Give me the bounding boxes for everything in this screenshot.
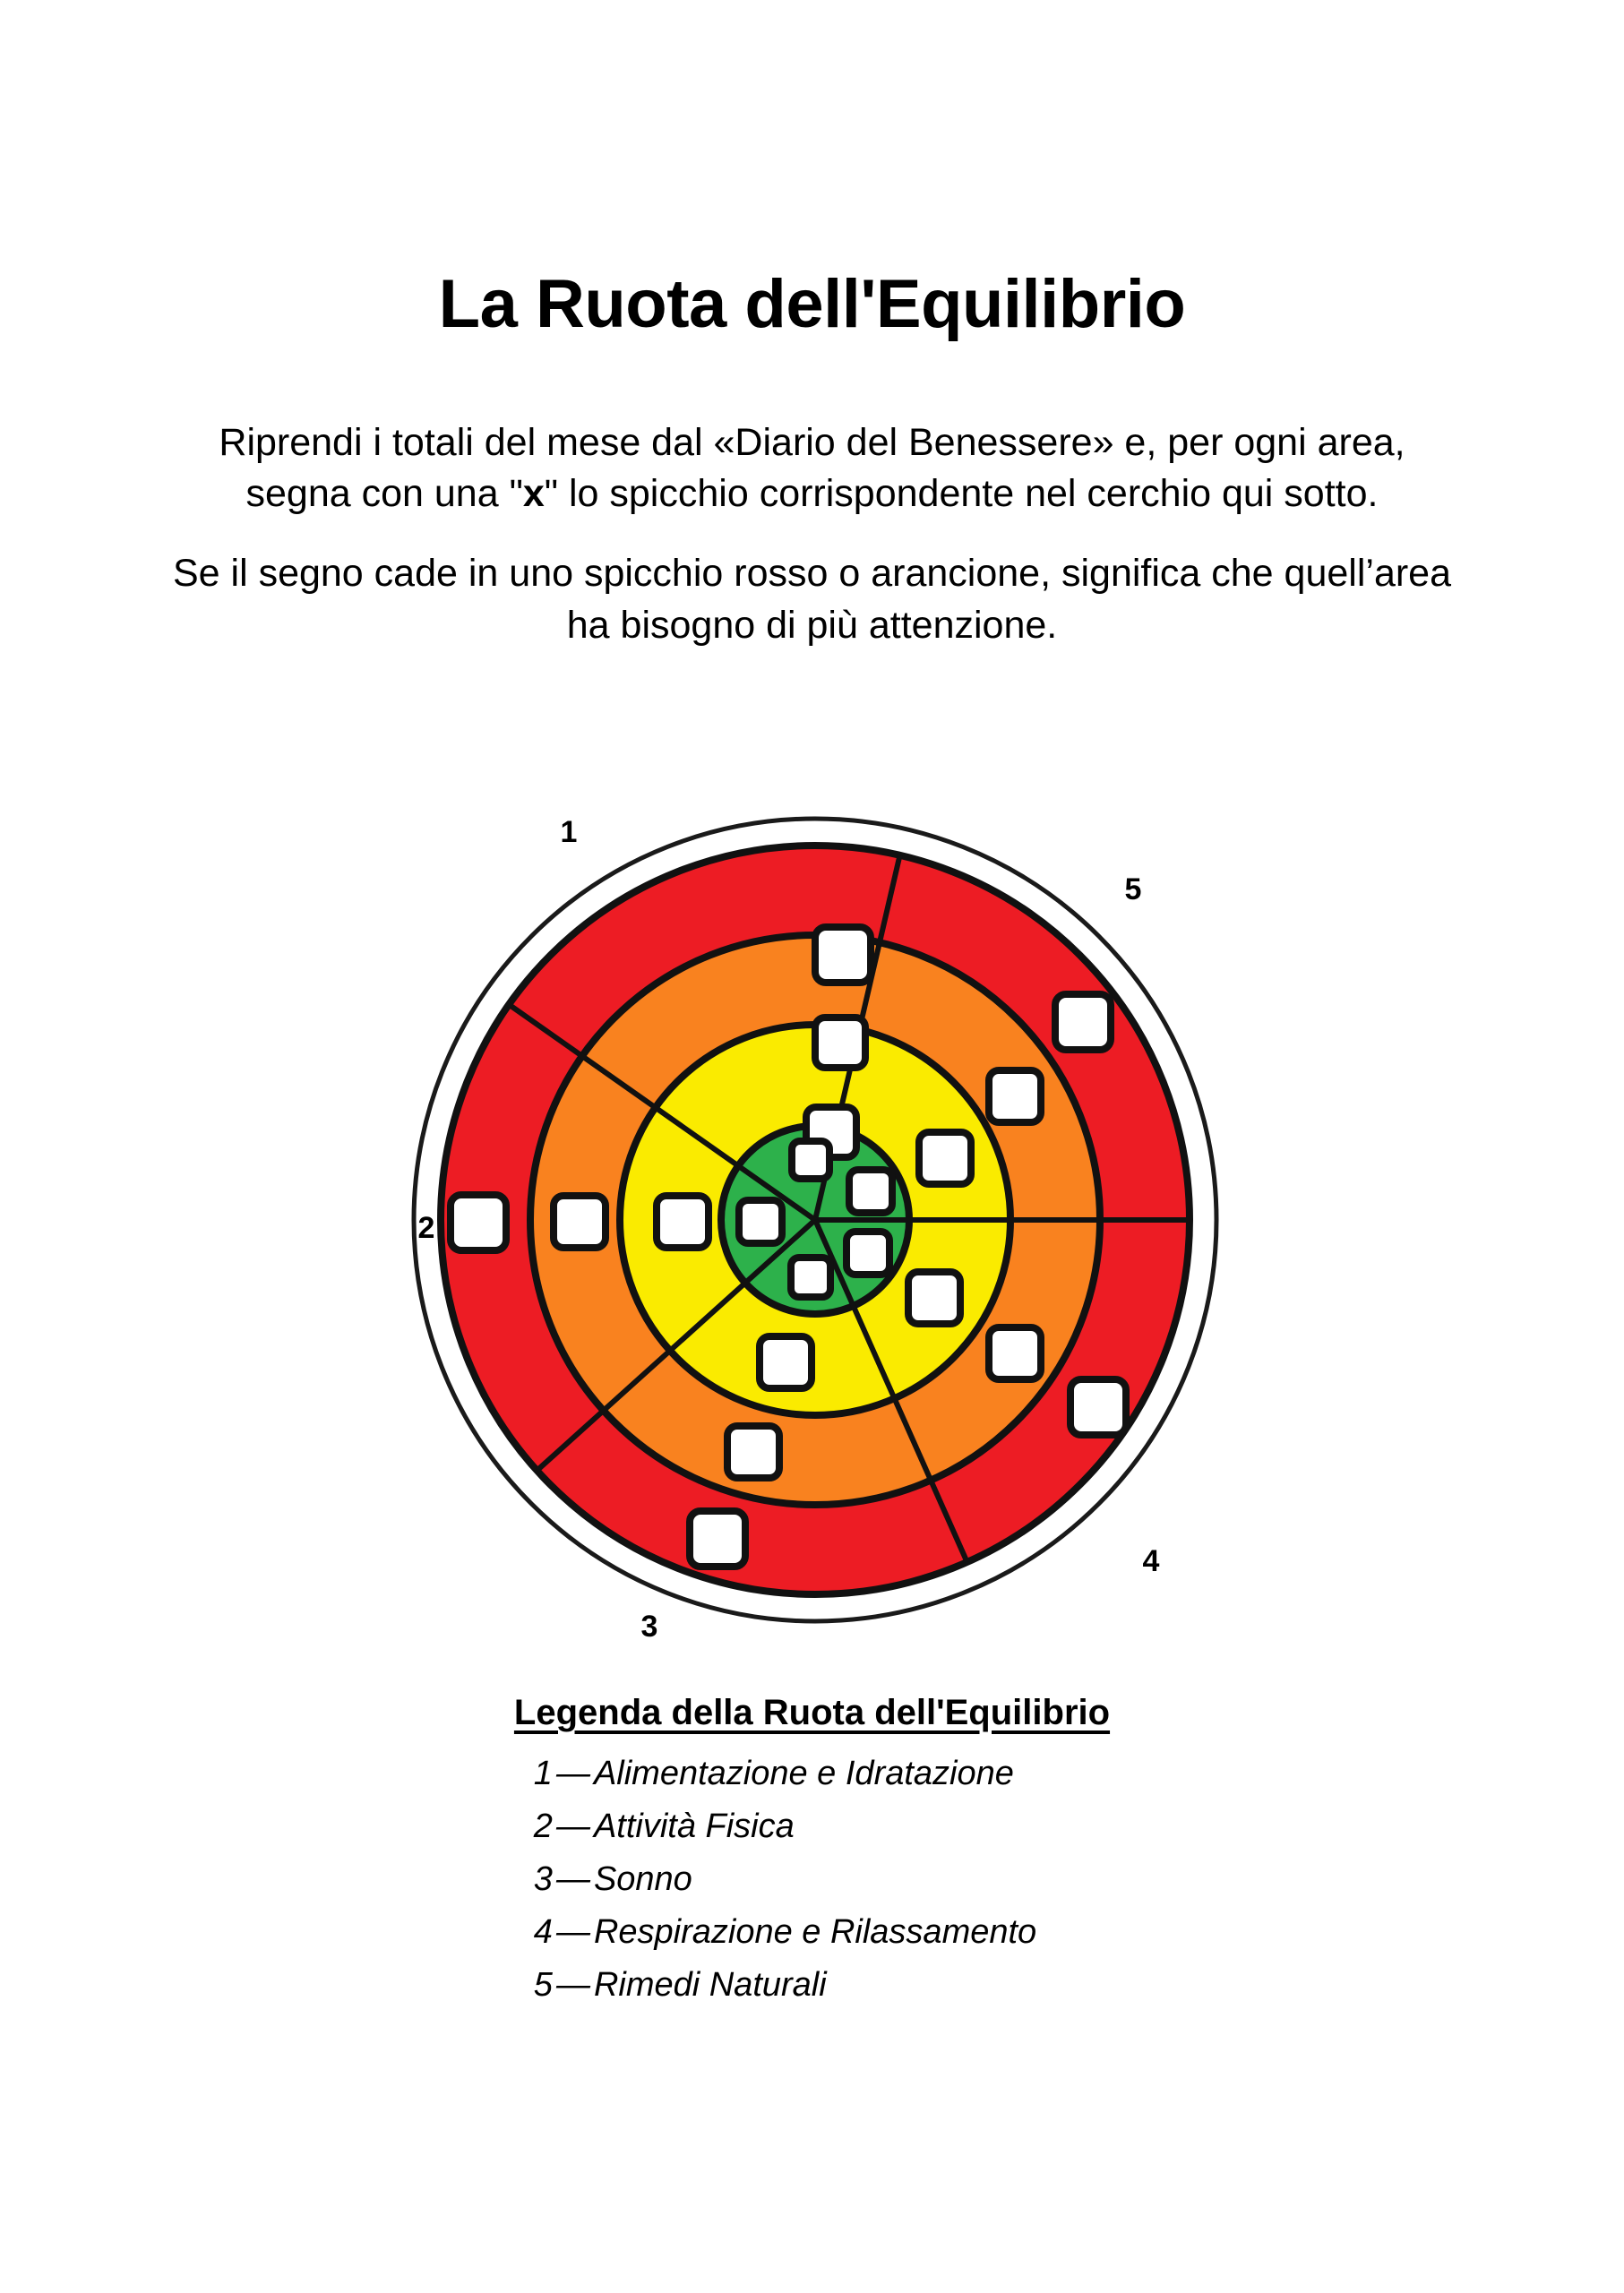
checkbox-sector1-orange[interactable] [815, 1018, 865, 1068]
intro-paragraph-1-pre: Riprendi i totali del mese dal «Diario del Benessere» e, per ogni area, segna con una " [219, 421, 1405, 516]
wheel-label-4: 4 [1142, 1544, 1160, 1578]
checkbox-sector5-red[interactable] [1055, 994, 1111, 1050]
checkbox-sector4-red[interactable] [1070, 1379, 1126, 1435]
legend-item-number: 2 [533, 1808, 553, 1845]
legend-item-dash: — [555, 1913, 590, 1951]
checkbox-sector4-green[interactable] [846, 1232, 889, 1275]
legend-item-number: 3 [533, 1860, 553, 1898]
checkbox-sector1-green[interactable] [792, 1141, 829, 1179]
checkbox-sector5-yellow[interactable] [919, 1132, 971, 1184]
legend-item-dash: — [555, 1966, 590, 2004]
balance-wheel-diagram [394, 799, 1236, 1641]
intro-paragraph-2: Se il segno cade in uno spicchio rosso o arancione, significa che quell’area ha bisogno di più attenzione. [172, 552, 1452, 647]
checkbox-sector3-yellow[interactable] [760, 1336, 812, 1388]
checkbox-sector3-red[interactable] [690, 1511, 745, 1567]
legend-item-label: Sonno [593, 1860, 692, 1898]
page-title: La Ruota dell'Equilibrio [438, 266, 1186, 342]
balance-wheel-svg [394, 799, 1236, 1641]
legend-item [534, 1756, 1036, 1809]
legend-item [534, 1968, 1036, 2021]
legend-list [534, 1756, 1036, 2021]
legend-item-number: 4 [533, 1913, 553, 1951]
legend-item [534, 1862, 1036, 1915]
checkbox-sector2-yellow[interactable] [657, 1196, 709, 1248]
legend-section [0, 1693, 1624, 2021]
legend-item-label: Respirazione e Rilassamento [593, 1913, 1037, 1951]
checkbox-sector5-green[interactable] [849, 1170, 892, 1213]
checkbox-sector2-red[interactable] [451, 1195, 506, 1250]
legend-item-label: Rimedi Naturali [593, 1966, 827, 2004]
legend-item-dash: — [555, 1755, 590, 1792]
wheel-label-2: 2 [417, 1211, 435, 1245]
legend-item-label: Attività Fisica [593, 1808, 795, 1845]
legend-item-dash: — [555, 1860, 590, 1898]
intro-paragraph-1-mark: x [522, 472, 545, 516]
checkbox-sector1-red[interactable] [815, 927, 871, 983]
legend-item [534, 1809, 1036, 1862]
checkbox-sector4-orange[interactable] [989, 1327, 1041, 1379]
checkbox-sector4-yellow[interactable] [908, 1272, 960, 1324]
intro-block [161, 417, 1463, 678]
checkbox-sector3-orange[interactable] [727, 1426, 779, 1478]
checkbox-sector5-orange[interactable] [989, 1070, 1041, 1122]
legend-item-number: 1 [533, 1755, 553, 1792]
legend-item-number: 5 [533, 1966, 553, 2004]
wheel-label-1: 1 [560, 815, 578, 849]
intro-paragraph-1-post: " lo spicchio corrispondente nel cerchio qui sotto. [544, 472, 1379, 516]
checkbox-sector3-green[interactable] [791, 1258, 830, 1297]
legend-title: Legenda della Ruota dell'Equilibrio [513, 1693, 1111, 1732]
wheel-label-3: 3 [640, 1610, 658, 1641]
checkbox-sector2-green[interactable] [739, 1200, 782, 1243]
intro-paragraph-1 [161, 417, 1463, 520]
wheel-label-5: 5 [1124, 872, 1142, 906]
legend-item [534, 1915, 1036, 1968]
checkbox-sector2-orange[interactable] [554, 1196, 606, 1248]
legend-item-label: Alimentazione e Idratazione [593, 1755, 1014, 1792]
legend-item-dash: — [555, 1808, 590, 1845]
